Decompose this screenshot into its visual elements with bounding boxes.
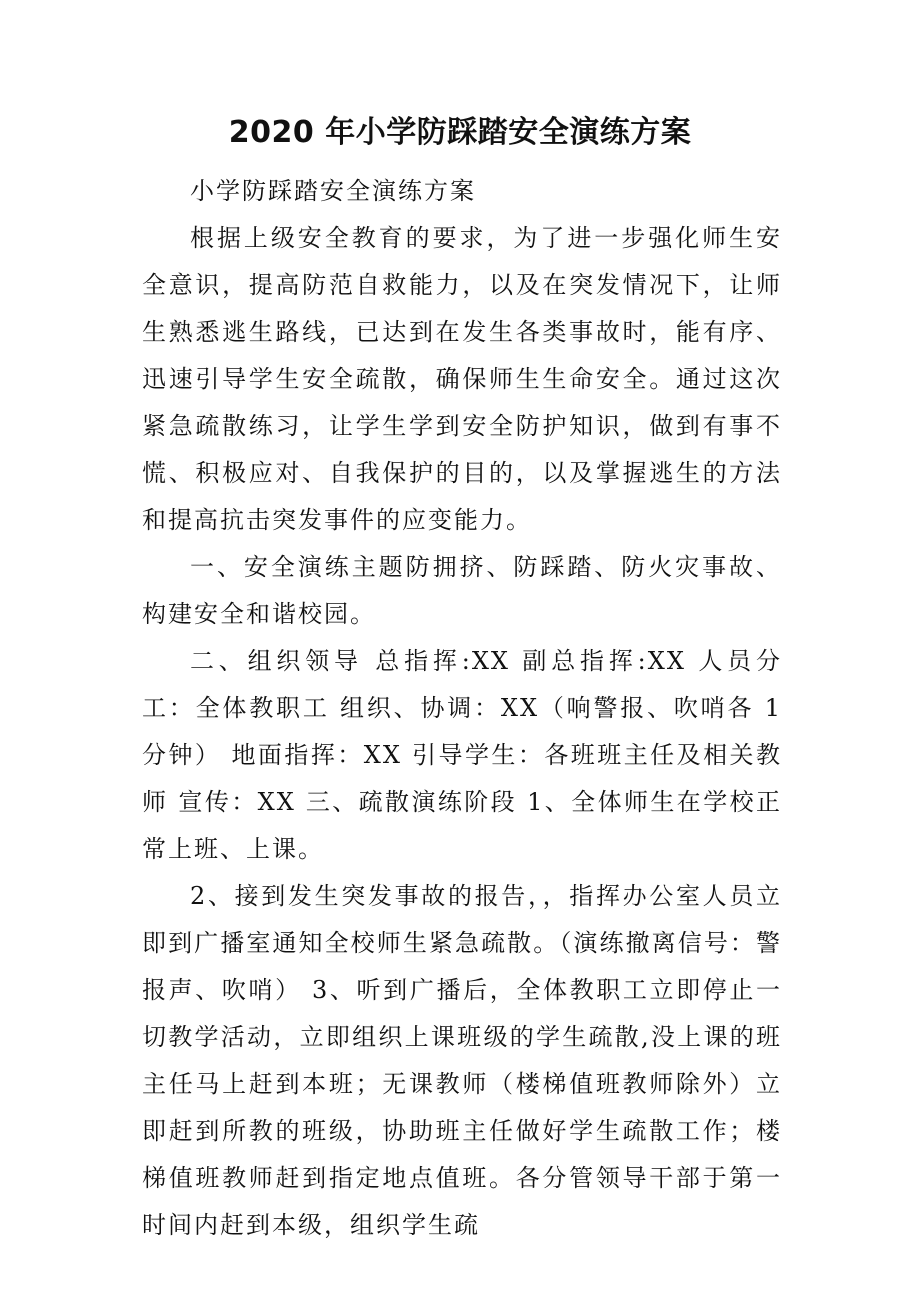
document-subtitle: 小学防踩踏安全演练方案 [190,177,476,205]
document-title: 2020 年小学防踩踏安全演练方案 [228,115,692,150]
paragraph-section-2: 二、组织领导 总指挥:XX 副总指挥:XX 人员分工：全体教职工 组织、协调：XX（响警报、吹哨各 1 分钟） 地面指挥：XX 引导学生：各班班主任及相关教师 宣传：XX 三、疏散演练阶段 1、全体师生在学校正常上班、上课。 [142,647,782,863]
document-body [142,168,782,1249]
paragraph-section-3: 2、接到发生突发事故的报告，，指挥办公室人员立即到广播室通知全校师生紧急疏散。（演练撤离信号：警报声、吹哨） 3、听到广播后，全体教职工立即停止一切教学活动，立即组织上课班级的学生疏散,没上课的班主任马上赶到本班；无课教师（楼梯值班教师除外）立即赶到所教的班级，协助班主任做好学生疏散工作；楼梯值班教师赶到指定地点值班。各分管领导干部于第一时间内赶到本级，组织学生疏 [142,882,782,1239]
paragraph-intro: 根据上级安全教育的要求，为了进一步强化师生安全意识，提高防范自救能力，以及在突发情况下，让师生熟悉逃生路线，已达到在发生各类事故时，能有序、迅速引导学生安全疏散，确保师生生命安全。通过这次紧急疏散练习，让学生学到安全防护知识，做到有事不慌、积极应对、自我保护的目的，以及掌握逃生的方法和提高抗击突发事件的应变能力。 [142,224,782,534]
paragraph-section-1: 一、安全演练主题防拥挤、防踩踏、防火灾事故、构建安全和谐校园。 [142,553,782,628]
